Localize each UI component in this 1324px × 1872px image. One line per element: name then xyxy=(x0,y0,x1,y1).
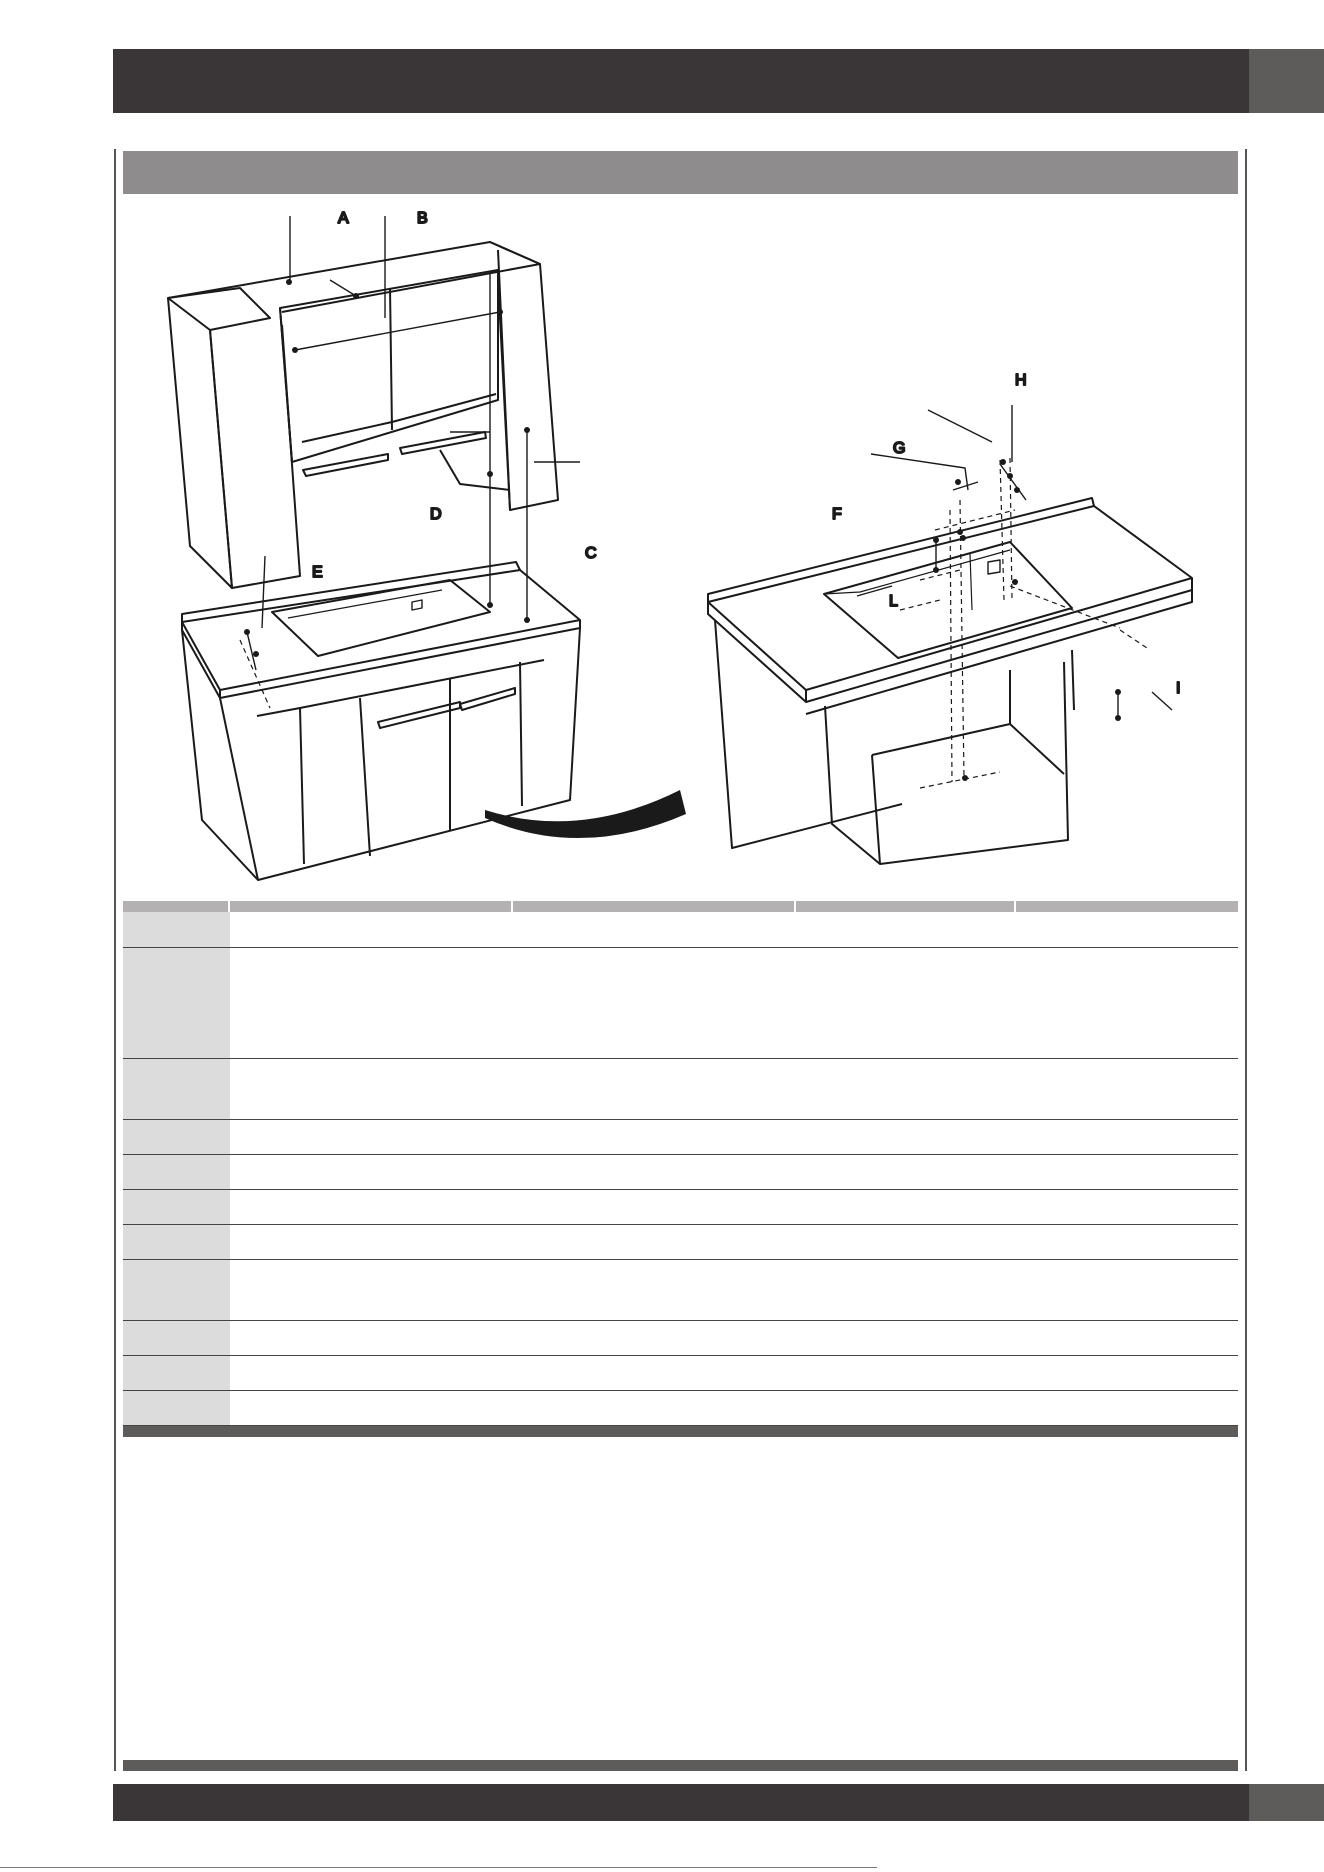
installation-diagram xyxy=(160,200,1200,890)
table-value-cell xyxy=(230,1190,1238,1224)
table-row xyxy=(123,1059,1238,1120)
content-frame-right xyxy=(1245,149,1247,1771)
table-header-cell xyxy=(513,901,794,912)
content-frame-left xyxy=(114,149,116,1771)
table-value-cell xyxy=(230,1321,1238,1355)
label-c: C xyxy=(585,545,597,562)
table-value-cell xyxy=(230,1260,1238,1320)
page-header-bar xyxy=(113,49,1249,113)
label-h: H xyxy=(1015,372,1027,389)
label-d: D xyxy=(430,506,442,523)
table-label-cell xyxy=(123,1155,230,1189)
table-footer-rule xyxy=(123,1426,1238,1437)
table-value-cell xyxy=(230,1356,1238,1390)
table-label-cell xyxy=(123,1356,230,1390)
table-row xyxy=(123,1356,1238,1391)
table-row xyxy=(123,1120,1238,1155)
table-label-cell xyxy=(123,1059,230,1119)
right-countertop-illustration xyxy=(708,405,1192,864)
table-header-cell xyxy=(1016,901,1238,912)
section-header-bar xyxy=(123,151,1238,194)
label-l: L xyxy=(889,593,898,610)
table-label-cell xyxy=(123,1260,230,1320)
table-label-cell xyxy=(123,1321,230,1355)
page-footer-tab xyxy=(1249,1784,1324,1821)
table-label-cell xyxy=(123,1120,230,1154)
table-label-cell xyxy=(123,912,230,947)
label-a: A xyxy=(338,210,349,227)
table-label-cell xyxy=(123,1225,230,1259)
dimensions-table xyxy=(123,901,1238,1437)
table-body xyxy=(123,912,1238,1426)
crop-line xyxy=(0,1867,877,1868)
table-label-cell xyxy=(123,948,230,1058)
table-value-cell xyxy=(230,1059,1238,1119)
label-f: F xyxy=(832,506,842,523)
table-row xyxy=(123,1225,1238,1260)
table-header-cell xyxy=(230,901,511,912)
label-i: I xyxy=(1176,680,1181,697)
label-e: E xyxy=(312,564,323,581)
page-header-tab xyxy=(1249,49,1324,113)
table-value-cell xyxy=(230,948,1238,1058)
table-row xyxy=(123,948,1238,1059)
table-value-cell xyxy=(230,1225,1238,1259)
table-row xyxy=(123,1391,1238,1426)
table-row xyxy=(123,1190,1238,1225)
table-header xyxy=(123,901,1238,912)
table-value-cell xyxy=(230,1120,1238,1154)
table-header-cell xyxy=(123,901,228,912)
table-row xyxy=(123,1321,1238,1356)
label-g: G xyxy=(893,440,906,457)
table-header-cell xyxy=(796,901,1014,912)
table-value-cell xyxy=(230,1391,1238,1425)
table-label-cell xyxy=(123,1190,230,1224)
table-value-cell xyxy=(230,912,1238,947)
table-row xyxy=(123,912,1238,948)
table-value-cell xyxy=(230,1155,1238,1189)
table-label-cell xyxy=(123,1391,230,1425)
page-footer-bar xyxy=(113,1784,1249,1821)
bottom-rule xyxy=(123,1760,1238,1771)
label-b: B xyxy=(417,210,428,227)
table-row xyxy=(123,1155,1238,1190)
table-row xyxy=(123,1260,1238,1321)
left-kitchen-illustration xyxy=(168,216,686,880)
